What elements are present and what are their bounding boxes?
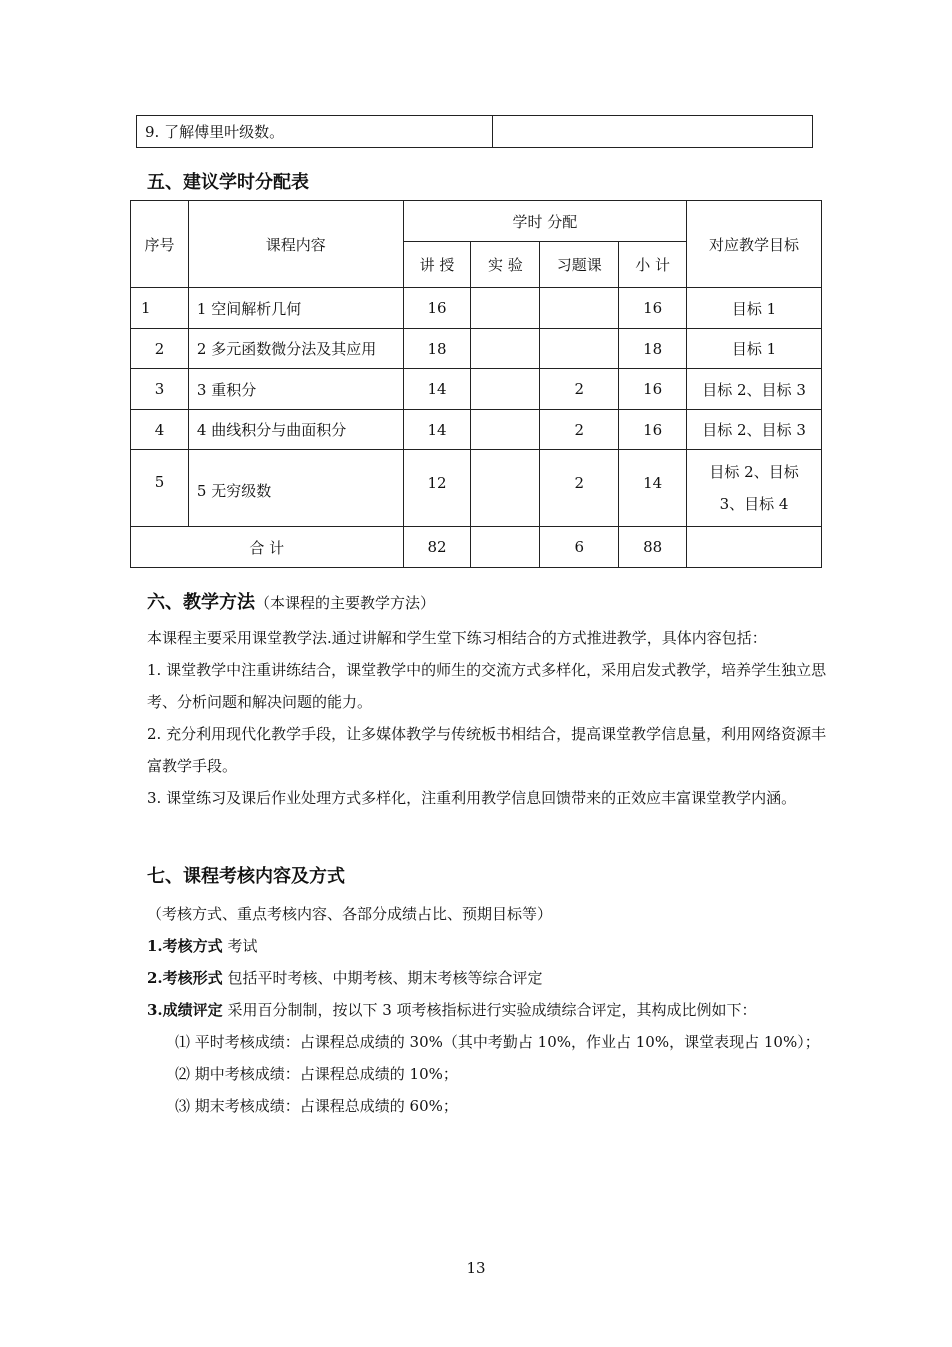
hours-table	[130, 200, 822, 568]
assessment-form-label: 2.考核形式	[147, 969, 223, 987]
row-subtotal: 18	[619, 329, 687, 369]
assessment-form	[147, 962, 827, 994]
table-row	[131, 450, 822, 527]
page-number: 13	[466, 1259, 486, 1277]
row-lab	[471, 329, 540, 369]
row-seq: 3	[131, 369, 189, 410]
total-exercise: 6	[540, 527, 619, 568]
row-lab	[471, 410, 540, 450]
grade-item: ⑵ 期中考核成绩：占课程总成绩的 10%；	[175, 1065, 458, 1083]
row-lab	[471, 369, 540, 410]
section6-item: 3. 课堂练习及课后作业处理方式多样化，注重利用教学信息回馈带来的正效应丰富课堂教学内涵。	[147, 789, 797, 807]
assessment-method	[147, 930, 827, 962]
header-hours: 学时 分配	[403, 201, 687, 242]
grade-evaluation-value: 采用百分制制，按以下 3 项考核指标进行实验成绩综合评定，其构成比例如下：	[222, 1001, 757, 1019]
row-content: 5 无穷级数	[188, 450, 403, 527]
row-seq: 2	[131, 329, 189, 369]
row-exercise: 2	[540, 450, 619, 527]
table-row	[131, 369, 822, 410]
row-lab	[471, 288, 540, 329]
row-exercise: 2	[540, 410, 619, 450]
section6-body	[147, 622, 827, 814]
table-total-row	[131, 527, 822, 568]
section6-heading	[147, 588, 435, 614]
row-exercise	[540, 288, 619, 329]
header-lecture: 讲 授	[403, 242, 471, 288]
table-row	[131, 288, 822, 329]
section6-title: 六、教学方法	[147, 592, 255, 613]
row-lab	[471, 450, 540, 527]
row-goal: 目标 1	[687, 288, 822, 329]
row-exercise: 2	[540, 369, 619, 410]
total-subtotal: 88	[619, 527, 687, 568]
assessment-method-value: 考试	[222, 937, 258, 955]
assessment-method-label: 1.考核方式	[147, 937, 223, 955]
section7-body	[147, 898, 827, 1122]
row-seq: 4	[131, 410, 189, 450]
total-label: 合 计	[131, 527, 404, 568]
grade-evaluation	[147, 994, 827, 1026]
row-content: 3 重积分	[188, 369, 403, 410]
grade-item: ⑶ 期末考核成绩：占课程总成绩的 60%；	[175, 1097, 458, 1115]
header-seq: 序号	[131, 201, 189, 288]
row-goal: 目标 2、目标 3	[687, 410, 822, 450]
section6-item: 1. 课堂教学中注重讲练结合，课堂教学中的师生的交流方式多样化，采用启发式教学，培养学生独立思考、分析问题和解决问题的能力。	[147, 661, 827, 711]
row-subtotal: 16	[619, 288, 687, 329]
row-subtotal: 16	[619, 410, 687, 450]
top-row-empty	[493, 116, 813, 148]
header-lab: 实 验	[471, 242, 540, 288]
row-exercise	[540, 329, 619, 369]
section5-title: 五、建议学时分配表	[147, 172, 309, 193]
row-lecture: 18	[403, 329, 471, 369]
total-lab	[471, 527, 540, 568]
row-goal: 目标 2、目标 3、目标 4	[687, 450, 822, 527]
header-goal: 对应教学目标	[687, 201, 822, 288]
row-subtotal: 16	[619, 369, 687, 410]
row-content: 2 多元函数微分法及其应用	[188, 329, 403, 369]
section6-intro: 本课程主要采用课堂教学法.通过讲解和学生堂下练习相结合的方式推进教学，具体内容包括：	[147, 629, 767, 647]
grade-evaluation-label: 3.成绩评定	[147, 1001, 223, 1019]
header-content: 课程内容	[188, 201, 403, 288]
table-row	[131, 410, 822, 450]
header-subtotal: 小 计	[619, 242, 687, 288]
section6-item: 2. 充分利用现代化教学手段，让多媒体教学与传统板书相结合，提高课堂教学信息量，利用网络资源丰富教学手段。	[147, 725, 827, 775]
row-content: 1 空间解析几何	[188, 288, 403, 329]
row-lecture: 14	[403, 369, 471, 410]
section7-note: （考核方式、重点考核内容、各部分成绩占比、预期目标等）	[147, 905, 553, 923]
total-goal	[687, 527, 822, 568]
section7-title: 七、课程考核内容及方式	[147, 866, 345, 887]
grade-item: ⑴ 平时考核成绩：占课程总成绩的 30%（其中考勤占 10%，作业占 10%，课堂表现占 10%）；	[175, 1033, 820, 1051]
header-exercise: 习题课	[540, 242, 619, 288]
top-row-text: 9. 了解傅里叶级数。	[137, 116, 493, 148]
total-lecture: 82	[403, 527, 471, 568]
table-row	[131, 329, 822, 369]
row-goal: 目标 2、目标 3	[687, 369, 822, 410]
top-continuation-table	[136, 115, 813, 148]
row-lecture: 16	[403, 288, 471, 329]
assessment-form-value: 包括平时考核、中期考核、期末考核等综合评定	[222, 969, 543, 987]
row-goal: 目标 1	[687, 329, 822, 369]
row-content: 4 曲线积分与曲面积分	[188, 410, 403, 450]
row-lecture: 14	[403, 410, 471, 450]
row-lecture: 12	[403, 450, 471, 527]
row-seq: 5	[131, 450, 189, 527]
row-seq: 1	[131, 288, 189, 329]
section6-subtitle: （本课程的主要教学方法）	[255, 594, 436, 612]
row-subtotal: 14	[619, 450, 687, 527]
